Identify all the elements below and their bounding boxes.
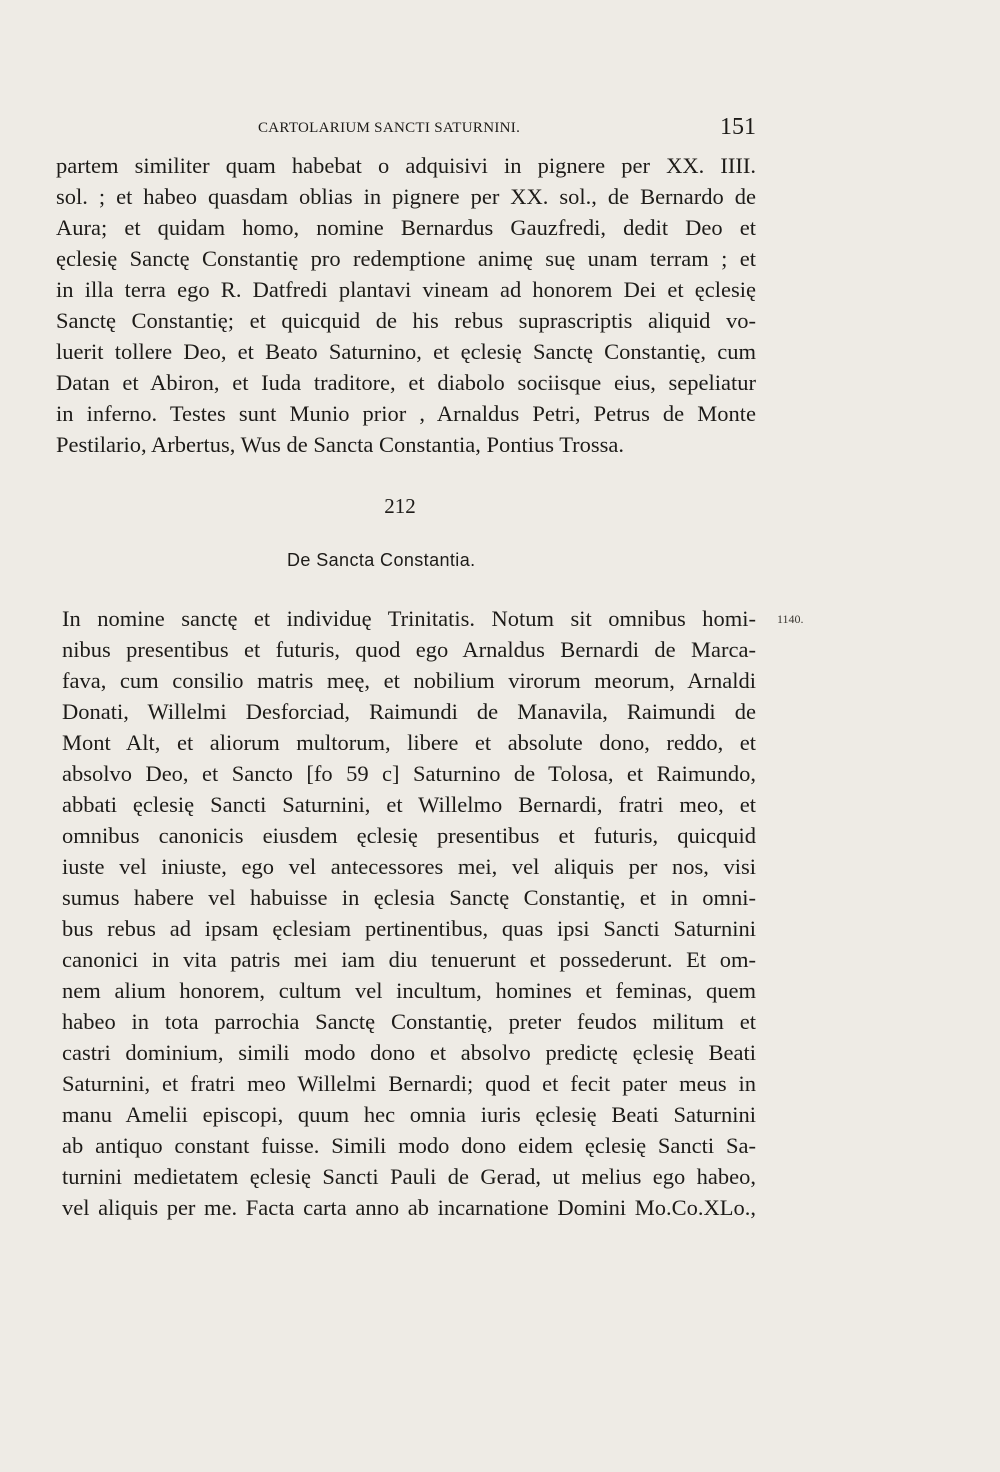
text-line: partem similiter quam habebat o adquisivi in pignere per XX. IIII.: [56, 153, 756, 178]
text-line: turnini medietatem ęclesię Sancti Pauli de Gerad, ut melius ego habeo,: [62, 1164, 756, 1189]
text-line: abbati ęclesię Sancti Saturnini, et Willelmo Bernardi, fratri meo, et: [62, 792, 756, 817]
text-line: Datan et Abiron, et Iuda traditore, et diabolo sociisque eius, sepeliatur: [56, 370, 756, 395]
text-line: Sanctę Constantię; et quicquid de his rebus suprascriptis aliquid vo-: [56, 308, 756, 333]
text-line: absolvo Deo, et Sancto [fo 59 c] Saturnino de Tolosa, et Raimundo,: [62, 761, 756, 786]
text-line: Saturnini, et fratri meo Willelmi Bernardi; quod et fecit pater meus in: [62, 1071, 756, 1096]
text-line: canonici in vita patris mei iam diu tenuerunt et possederunt. Et om-: [62, 947, 756, 972]
text-line: In nomine sanctę et individuę Trinitatis. Notum sit omnibus homi-: [62, 606, 756, 631]
text-line: in illa terra ego R. Datfredi plantavi vineam ad honorem Dei et ęclesię: [56, 277, 756, 302]
text-line: in inferno. Testes sunt Munio prior , Arnaldus Petri, Petrus de Monte: [56, 401, 756, 426]
text-line: ęclesię Sanctę Constantię pro redemptione animę suę unam terram ; et: [56, 246, 756, 271]
text-line: nem alium honorem, cultum vel incultum, homines et feminas, quem: [62, 978, 756, 1003]
text-line: omnibus canonicis eiusdem ęclesię presentibus et futuris, quicquid: [62, 823, 756, 848]
text-line: ab antiquo constant fuisse. Simili modo dono eidem ęclesię Sancti Sa-: [62, 1133, 756, 1158]
margin-date: 1140.: [777, 612, 804, 626]
text-line: luerit tollere Deo, et Beato Saturnino, et ęclesię Sanctę Constantię, cum: [56, 339, 756, 364]
page-header: [56, 114, 756, 144]
text-line: nibus presentibus et futuris, quod ego Arnaldus Bernardi de Marca-: [62, 637, 756, 662]
text-line: Aura; et quidam homo, nomine Bernardus Gauzfredi, dedit Deo et: [56, 215, 756, 240]
text-line: Donati, Willelmi Desforciad, Raimundi de Manavila, Raimundi de: [62, 699, 756, 724]
charter-paragraph: [56, 603, 756, 1223]
text-line: bus rebus ad ipsam ęclesiam pertinentibus, quas ipsi Sancti Saturnini: [62, 916, 756, 941]
continued-paragraph: [56, 150, 756, 460]
page-number: 151: [720, 114, 756, 140]
text-line: castri dominium, simili modo dono et absolvo predictę ęclesię Beati: [62, 1040, 756, 1065]
running-title: CARTOLARIUM SANCTI SATURNINI.: [258, 120, 521, 136]
text-line: habeo in tota parrochia Sanctę Constantię, preter feudos militum et: [62, 1009, 756, 1034]
text-line: Pestilario, Arbertus, Wus de Sancta Constantia, Pontius Trossa.: [56, 432, 625, 457]
text-line: Mont Alt, et aliorum multorum, libere et absolute dono, reddo, et: [62, 730, 756, 755]
charter-title: De Sancta Constantia.: [287, 550, 476, 570]
text-line: fava, cum consilio matris meę, et nobilium virorum meorum, Arnaldi: [62, 668, 756, 693]
charter-number: 212: [384, 494, 416, 518]
text-line: vel aliquis per me. Facta carta anno ab incarnatione Domini Mo.Co.XLo.,: [62, 1195, 756, 1220]
text-line: iuste vel iniuste, ego vel antecessores mei, vel aliquis per nos, visi: [62, 854, 756, 879]
text-line: manu Amelii episcopi, quum hec omnia iuris ęclesię Beati Saturnini: [62, 1102, 756, 1127]
text-line: sumus habere vel habuisse in ęclesia Sanctę Constantię, et in omni-: [62, 885, 756, 910]
text-line: sol. ; et habeo quasdam oblias in pignere per XX. sol., de Bernardo de: [56, 184, 756, 209]
